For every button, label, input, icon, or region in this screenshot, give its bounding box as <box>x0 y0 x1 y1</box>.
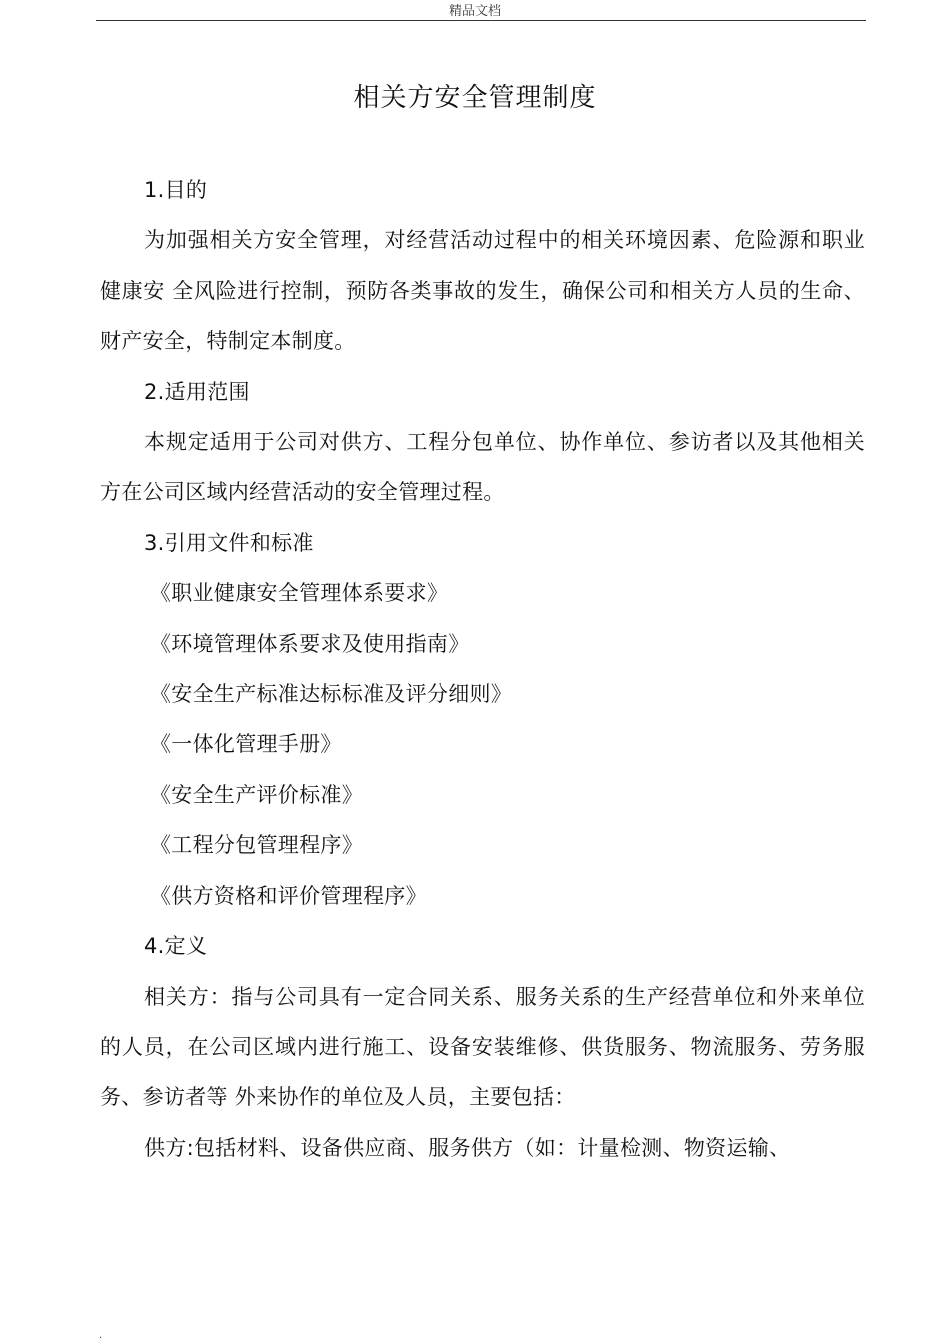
purpose-paragraph: 为加强相关方安全管理，对经营活动过程中的相关环境因素、危险源和职业健康安 全风险进行控制，预防各类事故的发生，确保公司和相关方人员的生命、财产安全，特制定本制度。 <box>100 228 865 354</box>
definitions-paragraph: 相关方：指与公司具有一定合同关系、服务关系的生产经营单位和外来单位的人员，在公司区域内进行施工、设备安装维修、供货服务、物流服务、劳务服务、参访者等 外来协作的单位及人员，主要包括： <box>100 984 865 1110</box>
section-heading-scope: 2.适用范围 <box>144 379 250 404</box>
reference-item: 《环境管理体系要求及使用指南》 <box>150 631 470 656</box>
section-heading-definitions: 4.定义 <box>144 934 208 959</box>
document-body <box>100 165 865 1173</box>
section-heading-references: 3.引用文件和标准 <box>144 530 314 555</box>
supplier-paragraph: 供方:包括材料、设备供应商、服务供方（如：计量检测、物资运输、 <box>144 1135 791 1160</box>
section-heading-purpose: 1.目的 <box>144 178 208 202</box>
reference-item: 《工程分包管理程序》 <box>150 833 363 858</box>
document-title: 相关方安全管理制度 <box>353 83 597 113</box>
footer-mark: . <box>99 1330 103 1341</box>
scope-paragraph: 本规定适用于公司对供方、工程分包单位、协作单位、参访者以及其他相关方在公司区域内经营活动的安全管理过程。 <box>100 430 865 505</box>
reference-item: 《安全生产标准达标标准及评分细则》 <box>150 682 513 707</box>
reference-item: 《职业健康安全管理体系要求》 <box>150 581 449 606</box>
page-header: 精品文档 <box>448 4 501 19</box>
reference-item: 《供方资格和评价管理程序》 <box>150 883 427 908</box>
reference-item: 《安全生产评价标准》 <box>150 782 363 807</box>
reference-item: 《一体化管理手册》 <box>150 732 342 757</box>
header-divider <box>96 20 866 21</box>
